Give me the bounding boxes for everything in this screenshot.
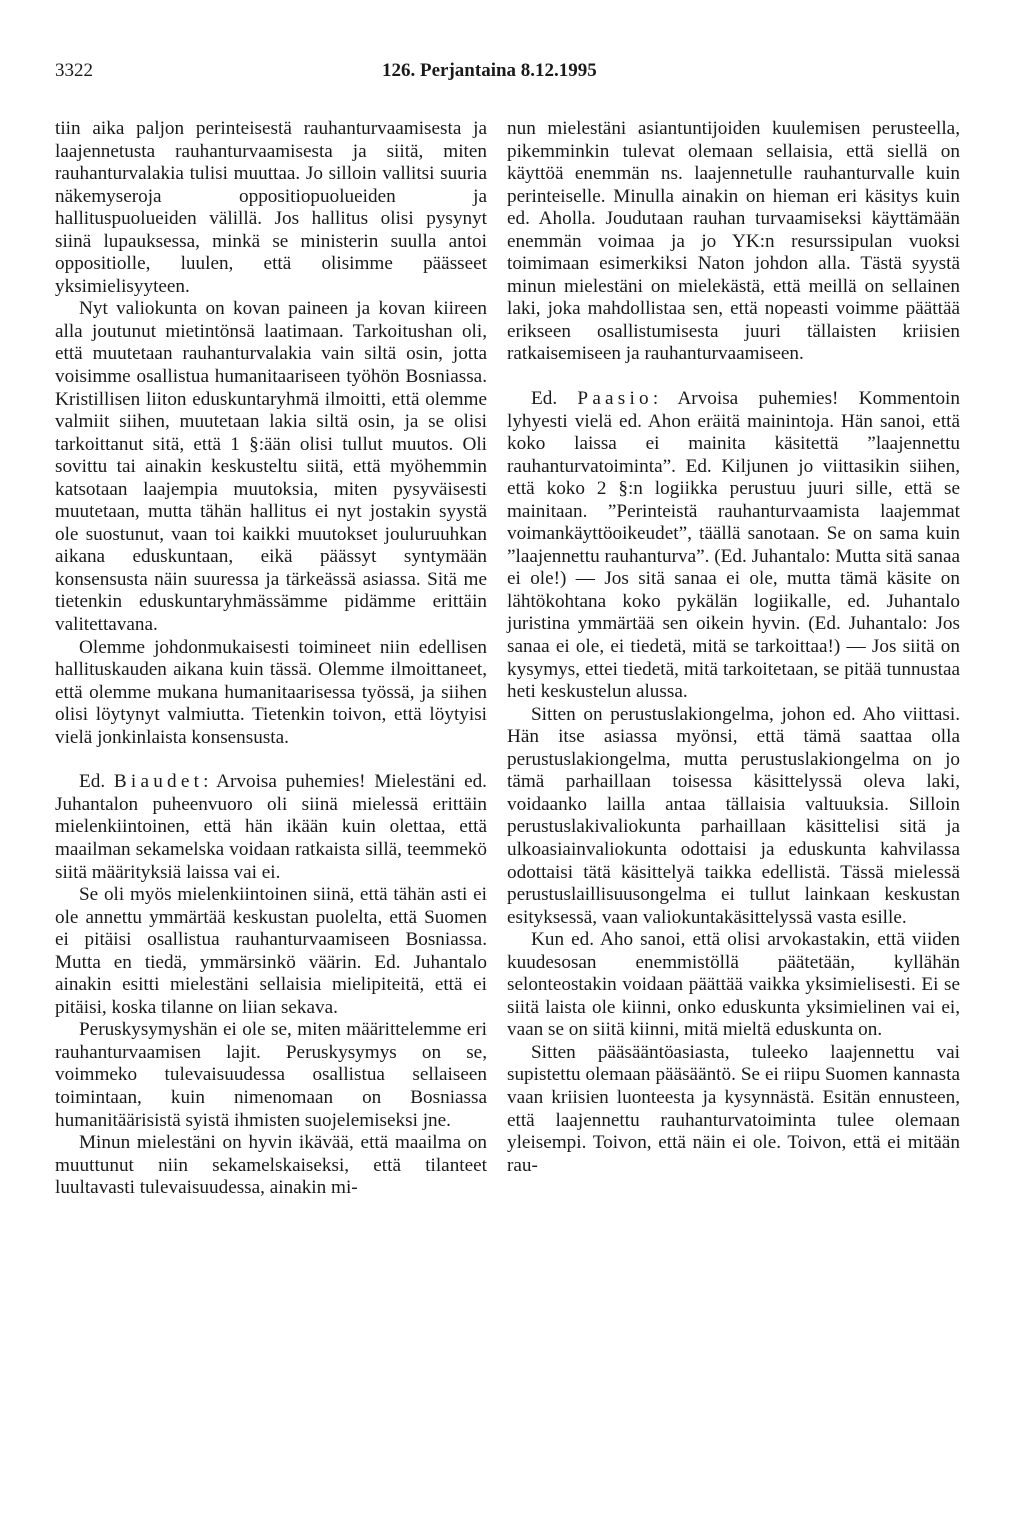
right-column	[507, 118, 960, 1177]
speaker-paragraph	[507, 388, 960, 704]
paragraph: Nyt valiokunta on kovan paineen ja kovan kiireen alla joutunut mietintönsä laatimaan. Tarkoitushan oli, että muutetaan rauhanturvalakia vain siltä osin, jotta voisimme osallistua humanitaariseen työhön Bosniassa. Kristillisen liiton eduskuntaryhmä ilmoitti, että olemme valmiit siihen, muutetaan lakia siltä osin, ja se olisi tarkoittanut sitä, että 1 §:ään olisi tullut muutos. Oli sovittu tai ainakin keskusteltu siitä, että myöhemmin katsotaan laajempia muutoksia, miten pysyväisesti muutetaan, mutta tähän hallitus ei nyt jostakin syystä ole suostunut, vaan toi kaikki muutokset jouluruuhkan aikana eduskuntaan, eikä päässyt syntymään konsensusta näin suuressa ja tärkeässä asiassa. Sitä me tietenkin eduskuntaryhmässämme pidämme erittäin valitettavana.	[55, 298, 487, 636]
page-number: 3322	[55, 60, 93, 81]
speaker-prefix: Ed.	[531, 388, 578, 410]
paragraph: Sitten pääsääntöasiasta, tuleeko laajennettu vai supistettu olemaan pääsääntö. Se ei riipu Suomen kannasta vaan kriisien luonteesta ja kysynnästä. Esitän ennusteen, että laajennettu rauhanturvatoiminta tulee olemaan yleisempi. Toivon, että näin ei ole. Toivon, että ei mitään rau-	[507, 1041, 960, 1176]
paragraph: Olemme johdonmukaisesti toimineet niin edellisen hallituskauden aikana kuin tässä. Olemme ilmoittaneet, että olemme mukana humanitaarisessa työssä, ja siihen olisi löytynyt valmiutta. Tietenkin toivon, että löytyisi vielä jonkinlaista konsensusta.	[55, 636, 487, 748]
paragraph: Sitten on perustuslakiongelma, johon ed. Aho viittasi. Hän itse asiassa myönsi, että tämä saattaa olla perustuslakiongelma, mutta perustuslakiongelma on jo tämä parhaillaan toisessa käsittelyssä oleva laki, voidaanko lailla antaa tällaisia valtuuksia. Silloin perustuslakivaliokunta parhaillaan käsittelisi sitä ja ulkoasiainvaliokunta odottaisi ja eduskunta kahvilassa odottaisi tätä käsittelyä taikka edellistä. Tässä mielessä perustuslaillisuusongelma ei tullut lainkaan keskustan esityksessä, vaan valiokuntakäsittelyssä vasta esille.	[507, 703, 960, 928]
running-head: 126. Perjantaina 8.12.1995	[382, 60, 597, 81]
speaker-prefix: Ed.	[79, 771, 114, 793]
paragraph: tiin aika paljon perinteisestä rauhanturvaamisesta ja laajennetusta rauhanturvaamisesta ja siitä, miten rauhanturvalakia tulisi muuttaa. Jo silloin vallitsi suuria näkemyseroja oppositiopuolueiden ja hallituspuolueiden välillä. Jos hallitus olisi pysynyt siinä lupauksessa, minkä se ministerin suulla antoi oppositiolle, luulen, että olisimme päässeet yksimielisyyteen.	[55, 118, 487, 297]
paragraph: Minun mielestäni on hyvin ikävää, että maailma on muuttunut niin sekamelskaiseksi, että tilanteet luultavasti tulevaisuudessa, ainakin mi-	[55, 1132, 487, 1199]
speaker-name: Biaudet	[113, 771, 204, 793]
speaker-text: : Arvoisa puhemies! Mielestäni ed. Juhantalon puheenvuoro oli siinä mielessä erittäin mielenkiintoinen, että hän ikään kuin olettaa, että maailman sekamelska voidaan ratkaista sillä, teemmekö siitä määrityksiä laissa vai ei.	[55, 771, 487, 883]
paragraph: Se oli myös mielenkiintoinen siinä, että tähän asti ei ole annettu ymmärtää keskustan puolelta, että Suomen ei pitäisi osallistua rauhanturvaamiseen Bosniassa. Mutta en tiedä, ymmärsinkö väärin. Ed. Juhantalo ainakin esitti mielestäni sellaisia mielipiteitä, että ei pitäisi, koska tilanne on liian sekava.	[55, 884, 487, 1018]
paragraph: nun mielestäni asiantuntijoiden kuulemisen perusteella, pikemminkin tulevat olemaan sellaisia, että siellä on käyttöä enemmän ns. laajennetulle rauhanturvalle kuin perinteiselle. Minulla ainakin on hieman eri käsitys kuin ed. Aholla. Joudutaan rauhan turvaamiseksi käyttämään enemmän voimaa ja jo YK:n resurssipulan vuoksi toimimaan esimerkiksi Naton johdon alla. Tästä syystä minun mielestäni on mielekästä, että meillä on sellainen laki, joka mahdollistaa sen, että nopeasti voimme päättää erikseen osallistumisesta juuri tällaisten kriisien ratkaisemiseen ja rauhanturvaamiseen.	[507, 118, 960, 365]
speaker-paragraph	[55, 771, 487, 884]
paragraph: Peruskysymyshän ei ole se, miten määrittelemme eri rauhanturvaamisen lajit. Peruskysymys on se, voimmeko tulevaisuudessa osallistua sellaiseen toimintaan, kuin nimenomaan on Bosniassa humanitäärisistä syistä ihmisten suojelemiseksi jne.	[55, 1019, 487, 1131]
paragraph: Kun ed. Aho sanoi, että olisi arvokastakin, että viiden kuudesosan enemmistöllä päätetään, kyllähän selonteostakin voidaan päättää vaikka yksimielisesti. Ei se siitä laista ole kiinni, onko eduskunta yksimielinen vai ei, vaan se on siitä kiinni, mitä mieltä eduskunta on.	[507, 929, 960, 1041]
speaker-name: Paasio	[577, 388, 653, 410]
page-header	[55, 60, 960, 88]
left-column	[55, 118, 487, 1200]
speaker-text: : Arvoisa puhemies! Kommentoin lyhyesti vielä ed. Ahon eräitä mainintoja. Hän sanoi, että koko laissa ei mainita käsitettä ”laajennettu rauhanturvatoiminta”. Ed. Kiljunen jo viittasikin siihen, että koko 2 §:n logiikka perustuu juuri sille, että se mainitaan. ”Perinteistä rauhanturvaamista laajemmat voimankäyttöoikeudet”, täällä sanotaan. Se on sama kuin ”laajennettu rauhanturva”. (Ed. Juhantalo: Mutta sitä sanaa ei ole!) — Jos sitä sanaa ei ole, mutta tämä käsite on lähtökohtana koko pykälän logiikalle, ed. Juhantalo juristina ymmärtää sen oikein hyvin. (Ed. Juhantalo: Jos sanaa ei ole, ei tiedetä, mitä se tarkoittaa!) — Jos siitä on kysymys, ettei tiedetä, mitä tarkoitetaan, se pitää tunnustaa heti keskustelun alussa.	[507, 388, 960, 703]
